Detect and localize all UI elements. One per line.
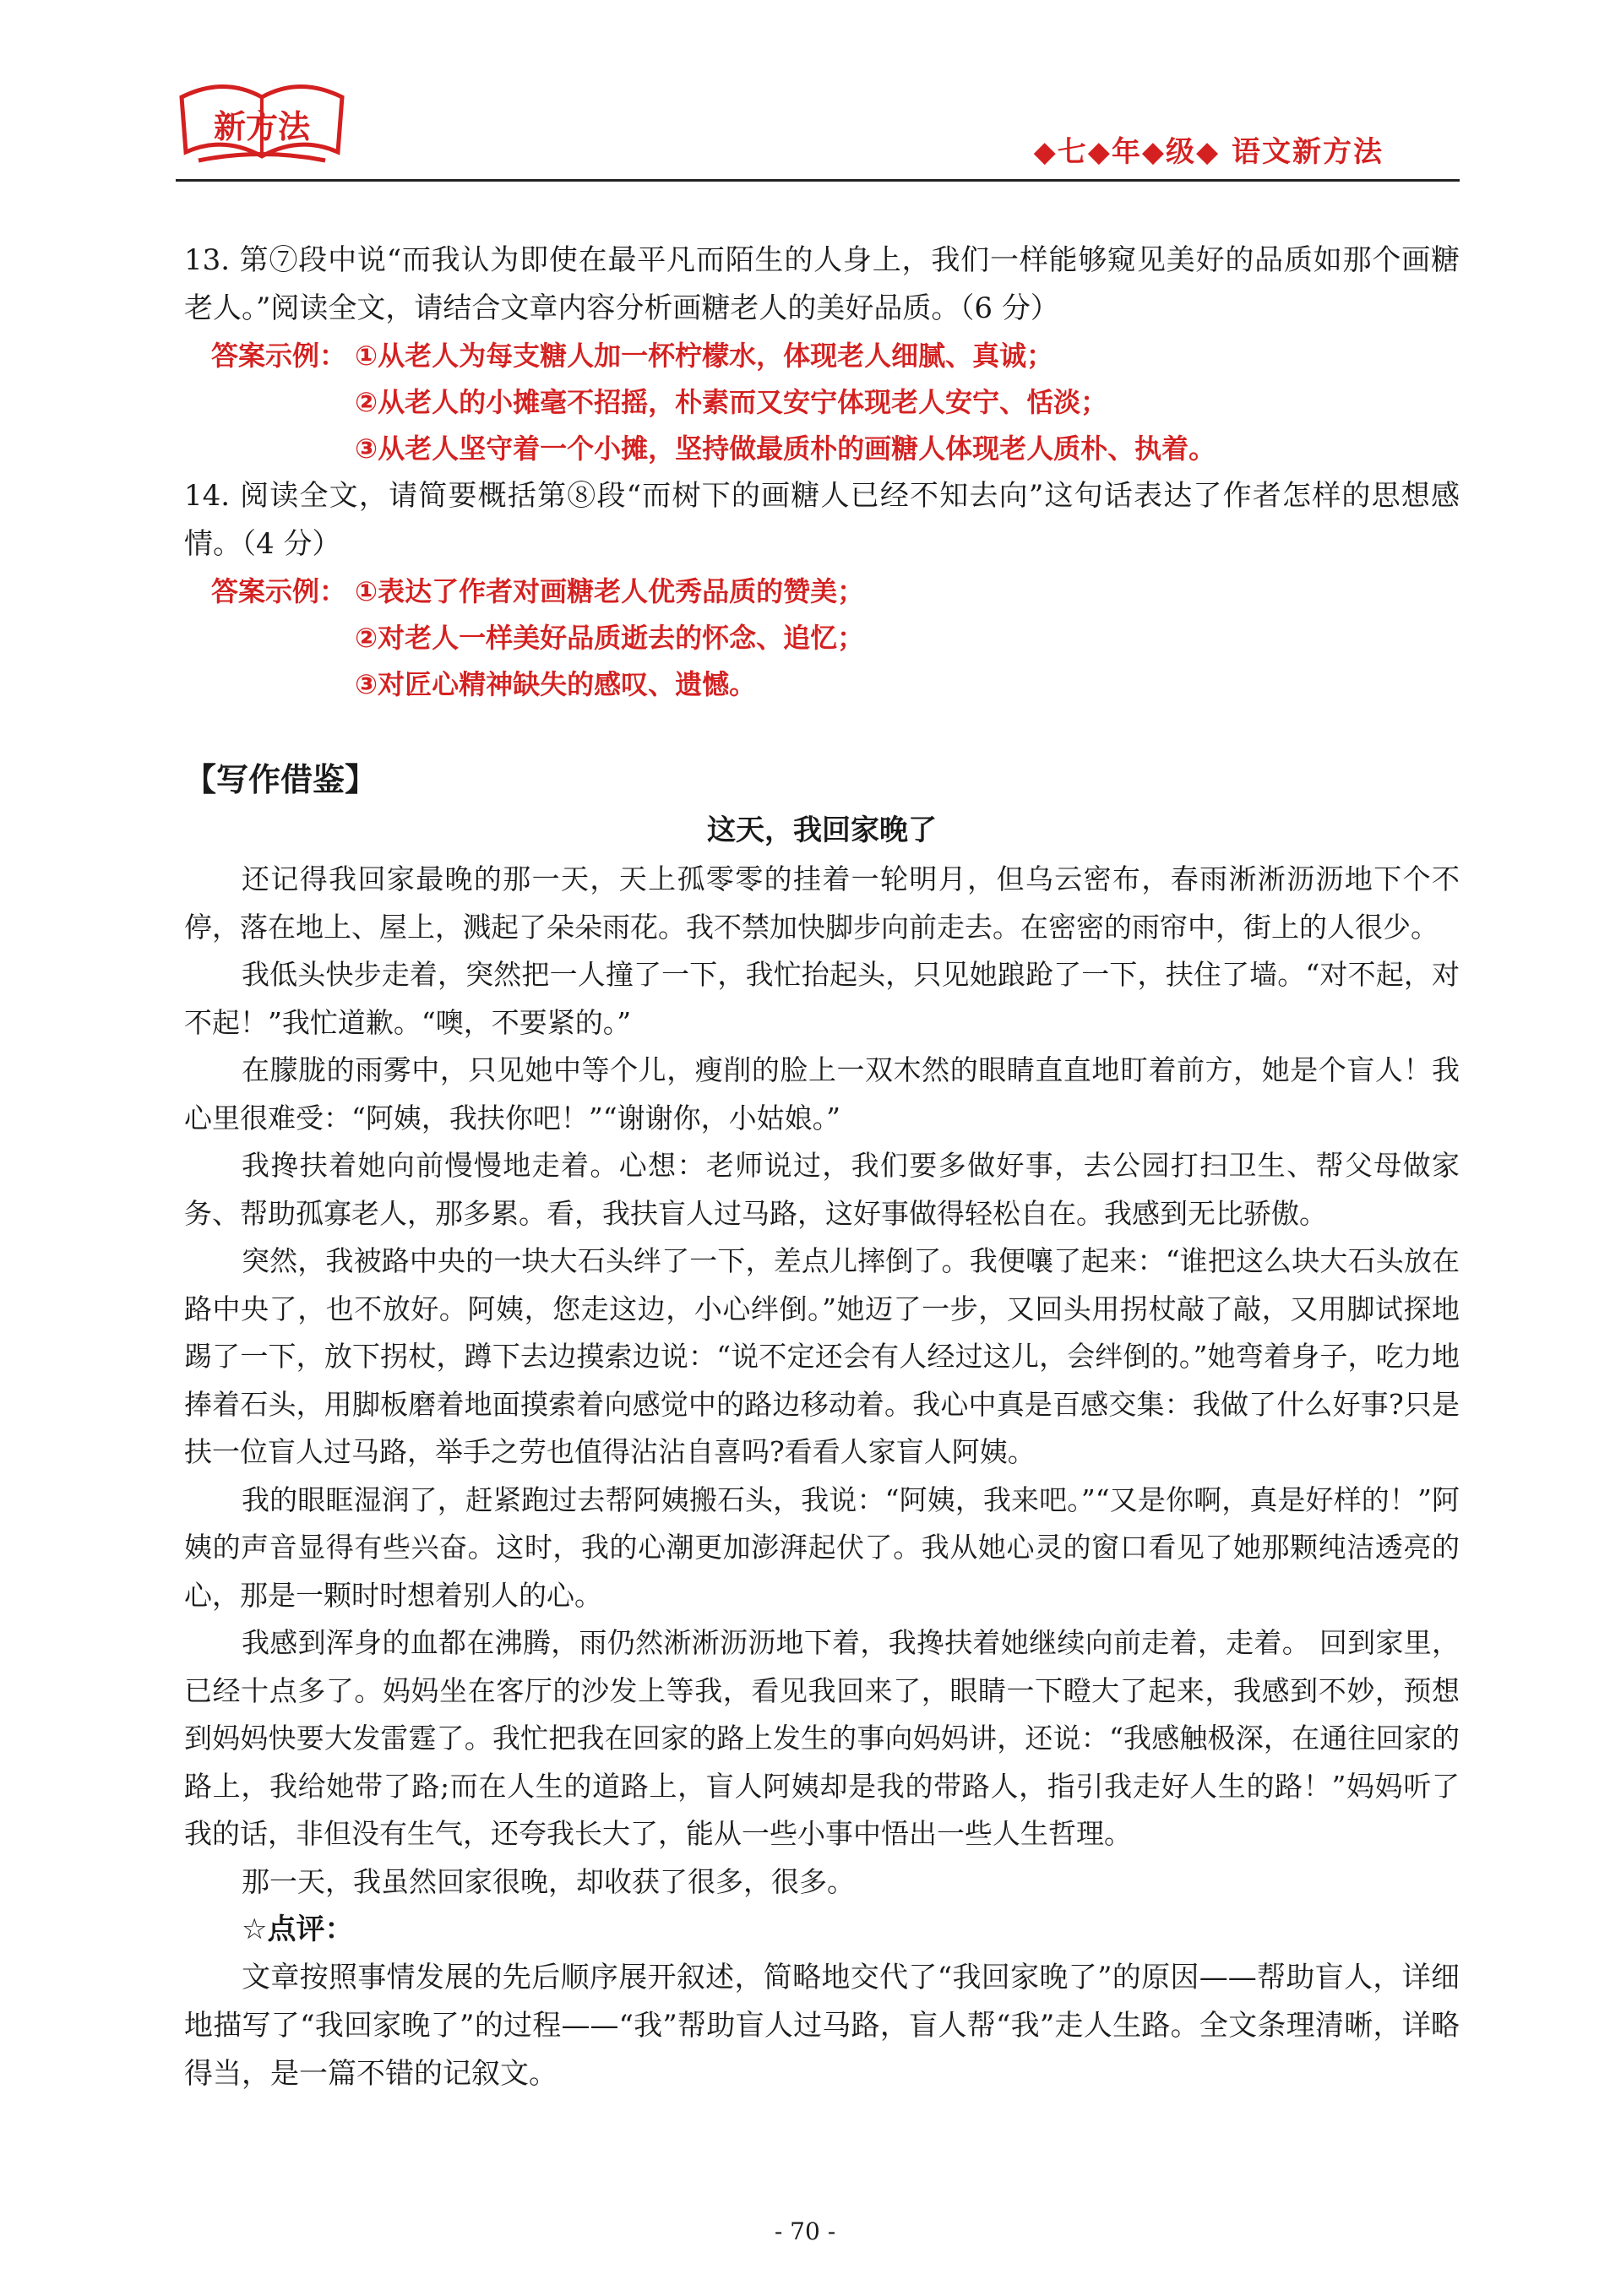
essay-title: 这天，我回家晚了 [707, 813, 937, 847]
header-divider [176, 179, 1460, 182]
question-13: 13. 第⑦段中说“而我认为即使在最平凡而陌生的人身上，我们一样能够窥见美好的品质如那个画糖老人。”阅读全文，请结合文章内容分析画糖老人的美好品质。（6 分） [184, 243, 1460, 325]
question-14: 14. 阅读全文，请简要概括第⑧段“而树下的画糖人已经不知去向”这句话表达了作者怎样的思想感情。（4 分） [184, 479, 1460, 561]
publisher-logo [173, 72, 351, 177]
answer-line: ③对匠心精神缺失的感叹、遗憾。 [355, 668, 757, 700]
essay-paragraph: 突然，我被路中央的一块大石头绊了一下，差点儿摔倒了。我便嚷了起来：“谁把这么块大石头放在路中央了，也不放好。阿姨，您走这边，小心绊倒。”她迈了一步，又回头用拐杖敲了敲，又用脚试探地踢了一下，放下拐杖，蹲下去边摸索边说：“说不定还会有人经过这儿，会绊倒的。”她弯着身子，吃力地捧着石头，用脚板磨着地面摸索着向感觉中的路边移动着。我心中真是百感交集：我做了什么好事?只是扶一位盲人过马路，举手之劳也值得沾沾自喜吗?看看人家盲人阿姨。 [184, 1244, 1460, 1468]
answer-13 [184, 333, 1460, 472]
answer-line: ②对老人一样美好品质逝去的怀念、追忆； [355, 622, 865, 654]
answer-line: ①从老人为每支糖人加一杯柠檬水，体现老人细腻、真诚； [355, 340, 1054, 372]
review-label: ☆点评： [242, 1912, 354, 1946]
essay-paragraph: 我低头快步走着，突然把一人撞了一下，我忙抬起头，只见她踉跄了一下，扶住了墙。“对不起，对不起！”我忙道歉。“噢，不要紧的。” [184, 958, 1460, 1039]
essay-paragraph: 我感到浑身的血都在沸腾，雨仍然淅淅沥沥地下着，我搀扶着她继续向前走着，走着。 回到家里，已经十点多了。妈妈坐在客厅的沙发上等我，看见我回来了，眼睛一下瞪大了起来，我感到不妙，预想到妈妈快要大发雷霆了。我忙把我在回家的路上发生的事向妈妈讲，还说：“我感触极深，在通往回家的路上，我给她带了路;而在人生的道路上，盲人阿姨却是我的带路人，指引我走好人生的路！”妈妈听了我的话，非但没有生气，还夸我长大了，能从一些小事中悟出一些人生哲理。 [184, 1626, 1460, 1850]
essay-paragraph: 我搀扶着她向前慢慢地走着。心想：老师说过，我们要多做好事，去公园打扫卫生、帮父母做家务、帮助孤寡老人，那多累。看，我扶盲人过马路，这好事做得轻松自在。我感到无比骄傲。 [184, 1149, 1460, 1230]
header-title: ◆七◆年◆级◆ 语文新方法 [1033, 135, 1384, 169]
essay-paragraph: 在朦胧的雨雾中，只见她中等个儿，瘦削的脸上一双木然的眼睛直直地盯着前方，她是个盲人！我心里很难受：“阿姨，我扶你吧！”“谢谢你，小姑娘。” [184, 1053, 1460, 1134]
answer-line: ②从老人的小摊毫不招摇，朴素而又安宁体现老人安宁、恬淡； [355, 386, 1108, 418]
essay-paragraph: 还记得我回家最晚的那一天，天上孤零零的挂着一轮明月，但乌云密布，春雨淅淅沥沥地下个不停，落在地上、屋上，溅起了朵朵雨花。我不禁加快脚步向前走去。在密密的雨帘中，街上的人很少。 [184, 862, 1460, 944]
essay-body [184, 856, 1460, 1906]
answer-line: ①表达了作者对画糖老人优秀品质的赞美； [355, 575, 865, 607]
review-text: 文章按照事情发展的先后顺序展开叙述，简略地交代了“我回家晚了”的原因——帮助盲人，详细地描写了“我回家晚了”的过程——“我”帮助盲人过马路，盲人帮“我”走人生路。全文条理清晰，详略得当，是一篇不错的记叙文。 [184, 1961, 1460, 2091]
answer-label: 答案示例： [211, 340, 347, 372]
section-title: 【写作借鉴】 [184, 761, 378, 798]
answer-line: ③从老人坚守着一个小摊，坚持做最质朴的画糖人体现老人质朴、执着。 [355, 433, 1216, 465]
logo-text: 新方法 [213, 107, 311, 145]
essay-paragraph: 那一天，我虽然回家很晚，却收获了很多，很多。 [242, 1864, 855, 1898]
page-number: - 70 - [774, 2217, 836, 2245]
page-content [184, 237, 1460, 2098]
answer-label: 答案示例： [211, 575, 347, 607]
essay-paragraph: 我的眼眶湿润了，赶紧跑过去帮阿姨搬石头，我说：“阿姨，我来吧。”“又是你啊，真是好样的！”阿姨的声音显得有些兴奋。这时，我的心潮更加澎湃起伏了。我从她心灵的窗口看见了她那颗纯洁透亮的心，那是一颗时时想着别人的心。 [184, 1483, 1460, 1612]
answer-14 [184, 569, 1460, 708]
